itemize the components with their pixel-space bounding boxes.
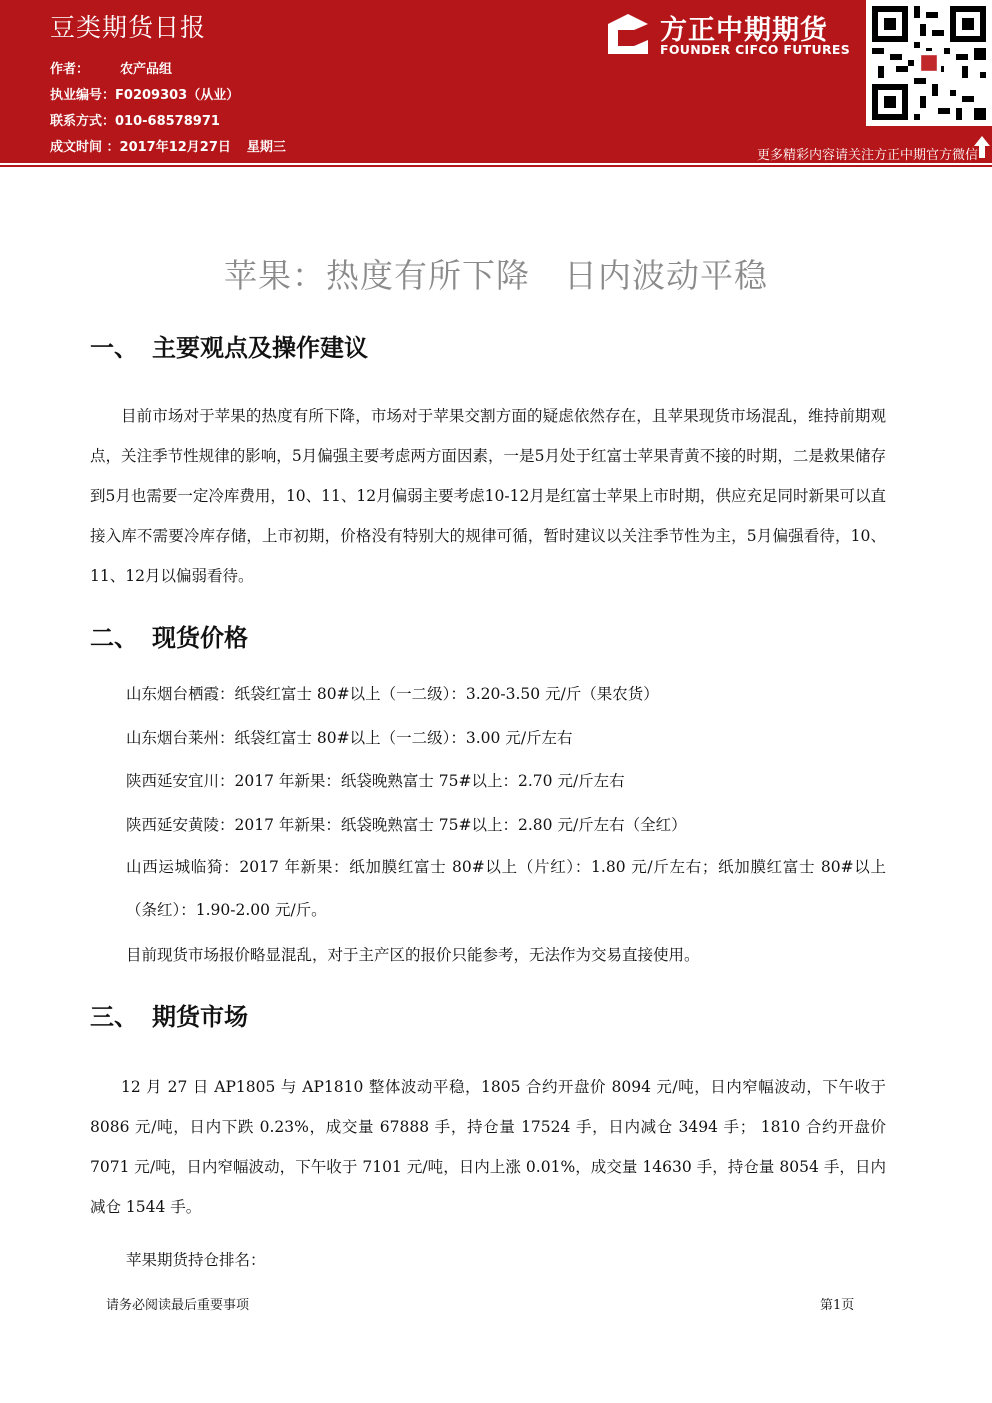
section-3-paragraph: 12 月 27 日 AP1805 与 AP1810 整体波动平稳，1805 合约开盘价 8094 元/吨，日内窄幅波动，下午收于 8086 元/吨，日内下跌 0.23%，成交量 67888 手，持仓量 17524 手，日内减仓 3494 手； 1810 合约开盘价 7071 元/吨，日内窄幅波动，下午收于 7101 元/吨，日内上涨 0.01%，成交量 14630 手，持仓量 8054 手，日内减仓 1544 手。 [90, 1078, 886, 1216]
report-header [0, 0, 992, 163]
weekday-value: 星期三 [246, 140, 286, 155]
date-label: 成文时间 ： [50, 140, 120, 155]
date-value: 2017年12月27日 [119, 140, 231, 155]
qr-code-icon [866, 0, 992, 126]
spot-price-line: 山东烟台莱州：纸袋红富士 80#以上（一二级）：3.00 元/斤左右 [126, 729, 573, 747]
spot-price-line: 陕西延安宜川：2017 年新果：纸袋晚熟富士 75#以上：2.70 元/斤左右 [126, 772, 625, 790]
license-value: F0209303（从业） [115, 88, 240, 103]
section-heading-3 [90, 997, 248, 1032]
section-number: 三、 [90, 1003, 138, 1031]
spot-price-line: 陕西延安黄陵：2017 年新果：纸袋晚熟富士 75#以上：2.80 元/斤左右（全红） [126, 816, 687, 834]
section-1-paragraph: 目前市场对于苹果的热度有所下降，市场对于苹果交割方面的疑虑依然存在，且苹果现货市场混乱，维持前期观点，关注季节性规律的影响，5月偏强主要考虑两方面因素，一是5月处于红富士苹果青黄不接的时期，二是救果储存到5月也需要一定冷库费用，10、11、12月偏弱主要考虑10-12月是红富士苹果上市时期，供应充足同时新果可以直接入库不需要冷库存储，上市初期，价格没有特别大的规律可循，暂时建议以关注季节性为主，5月偏强看待，10、11、12月以偏弱看待。 [90, 407, 886, 585]
spot-price-line: 山西运城临猗：2017 年新果：纸加膜红富士 80#以上（片红）：1.80 元/斤左右；纸加膜红富士 80#以上（条红）：1.90-2.00 元/斤。 [126, 858, 886, 919]
logo-english-name: FOUNDER CIFCO FUTURES [660, 42, 851, 57]
contact-row [50, 110, 220, 129]
report-series-title: 豆类期货日报 [50, 13, 207, 42]
founder-cifco-logo-icon [604, 10, 652, 58]
section-title: 期货市场 [152, 1003, 248, 1031]
section-heading-1 [90, 328, 368, 363]
follow-wechat-note: 更多精彩内容请关注方正中期官方微信 [756, 148, 978, 163]
spot-price-line: 山东烟台栖霞：纸袋红富士 80#以上（一二级）：3.20-3.50 元/斤（果农货） [126, 685, 659, 703]
contact-value: 010-68578971 [115, 114, 220, 129]
spot-market-note: 目前现货市场报价略显混乱，对于主产区的报价只能参考，无法作为交易直接使用。 [126, 946, 700, 964]
author-row [50, 58, 172, 77]
date-row [50, 136, 286, 155]
document-title: 苹果：热度有所下降 日内波动平稳 [224, 256, 768, 295]
author-value: 农产品组 [120, 62, 173, 77]
section-title: 主要观点及操作建议 [152, 334, 368, 362]
footer-notice: 请务必阅读最后重要事项 [106, 1298, 250, 1313]
page-number: 第1页 [820, 1298, 855, 1313]
contact-label: 联系方式： [50, 114, 116, 129]
section-number: 二、 [90, 624, 138, 652]
section-heading-2 [90, 618, 248, 653]
logo-chinese-name: 方正中期期货 [660, 15, 828, 46]
license-label: 执业编号： [50, 88, 116, 103]
section-title: 现货价格 [152, 624, 248, 652]
section-number: 一、 [90, 334, 138, 362]
position-ranking-label: 苹果期货持仓排名： [126, 1251, 266, 1269]
license-row [50, 84, 239, 103]
author-label: 作者： [50, 62, 90, 77]
header-divider [0, 165, 992, 167]
company-logo [604, 10, 856, 60]
